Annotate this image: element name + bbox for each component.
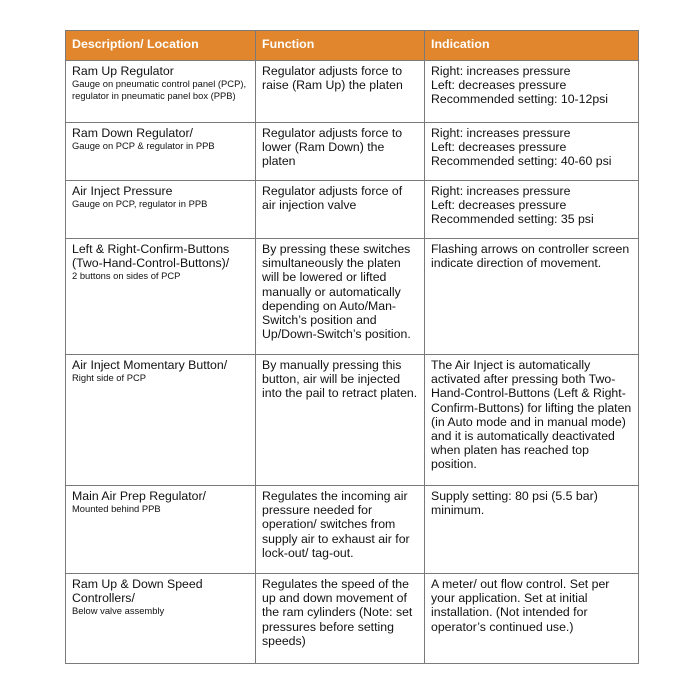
function-text: By pressing these switches simultaneously the platen will be lowered or lifted manually or automatically depending on Auto/Man-Switch’s position and Up/Down-Switch’s position. bbox=[262, 242, 411, 342]
header-function: Function bbox=[256, 31, 425, 61]
indication-line: Recommended setting: 40-60 psi bbox=[431, 154, 612, 169]
indication-cell bbox=[425, 239, 639, 355]
function-text: Regulates the incoming air pressure needed for operation/ switches from supply air to exhaust air for lock-out/ tag-out. bbox=[262, 489, 410, 560]
header-row bbox=[66, 31, 639, 61]
indication-line: Flashing arrows on controller screen indicate direction of movement. bbox=[431, 242, 630, 271]
location-note: Right side of PCP bbox=[72, 372, 146, 384]
location-note: Mounted behind PPB bbox=[72, 503, 161, 515]
indication-cell bbox=[425, 574, 639, 664]
function-text: Regulator adjusts force of air injection valve bbox=[262, 184, 403, 213]
indication-line: Right: increases pressure bbox=[431, 64, 571, 78]
function-text: By manually pressing this button, air will be injected into the pail to retract platen. bbox=[262, 358, 418, 401]
indication-line: The Air Inject is automatically activated after pressing both Two-Hand-Control-Buttons (Left & Right-Confirm-Buttons) for lifting the platen (in Auto mode and in manual mode) and it is automatically deactivated when platen has reached top position. bbox=[431, 358, 632, 472]
description-cell bbox=[66, 61, 256, 123]
function-cell bbox=[256, 486, 425, 574]
function-text: Regulator adjusts force to lower (Ram Down) the platen bbox=[262, 126, 403, 169]
location-note: 2 buttons on sides of PCP bbox=[72, 270, 181, 282]
description-title: Air Inject Pressure bbox=[72, 184, 173, 198]
description-title: Ram Up Regulator bbox=[72, 64, 174, 78]
description-cell bbox=[66, 486, 256, 574]
description-title: Left & Right-Confirm-Buttons (Two-Hand-Control-Buttons)/ bbox=[72, 242, 230, 271]
indication-line: Recommended setting: 10-12psi bbox=[431, 92, 609, 107]
description-cell bbox=[66, 355, 256, 486]
indication-line: Left: decreases pressure bbox=[431, 198, 567, 213]
location-note: Gauge on PCP & regulator in PPB bbox=[72, 140, 215, 152]
indication-cell bbox=[425, 181, 639, 239]
indication-cell bbox=[425, 123, 639, 181]
description-cell bbox=[66, 239, 256, 355]
function-cell bbox=[256, 239, 425, 355]
specification-table bbox=[65, 30, 639, 664]
description-cell bbox=[66, 123, 256, 181]
function-cell bbox=[256, 181, 425, 239]
function-cell bbox=[256, 123, 425, 181]
function-text: Regulates the speed of the up and down movement of the ram cylinders (Note: set pressures before setting speeds) bbox=[262, 577, 413, 648]
header-description: Description/ Location bbox=[66, 31, 256, 61]
table-row bbox=[66, 239, 639, 355]
function-cell bbox=[256, 574, 425, 664]
indication-line: Right: increases pressure bbox=[431, 184, 571, 198]
description-title: Main Air Prep Regulator/ bbox=[72, 489, 206, 503]
table-row bbox=[66, 486, 639, 574]
indication-cell bbox=[425, 486, 639, 574]
indication-line: Right: increases pressure bbox=[431, 126, 571, 140]
table-row bbox=[66, 355, 639, 486]
indication-cell bbox=[425, 61, 639, 123]
header-indication: Indication bbox=[425, 31, 639, 61]
description-title: Ram Up & Down Speed Controllers/ bbox=[72, 577, 203, 606]
function-cell bbox=[256, 61, 425, 123]
table-row bbox=[66, 61, 639, 123]
indication-line: Recommended setting: 35 psi bbox=[431, 212, 594, 227]
indication-line: Left: decreases pressure bbox=[431, 140, 567, 155]
function-cell bbox=[256, 355, 425, 486]
table-row bbox=[66, 181, 639, 239]
table-row bbox=[66, 574, 639, 664]
description-title: Ram Down Regulator/ bbox=[72, 126, 193, 140]
function-text: Regulator adjusts force to raise (Ram Up) the platen bbox=[262, 64, 403, 93]
description-cell bbox=[66, 574, 256, 664]
indication-cell bbox=[425, 355, 639, 486]
location-note: Below valve assembly bbox=[72, 605, 165, 617]
indication-line: Left: decreases pressure bbox=[431, 78, 567, 93]
indication-line: Supply setting: 80 psi (5.5 bar) minimum. bbox=[431, 489, 598, 518]
location-note: Gauge on PCP, regulator in PPB bbox=[72, 198, 208, 210]
description-title: Air Inject Momentary Button/ bbox=[72, 358, 228, 372]
location-note: Gauge on pneumatic control panel (PCP), regulator in pneumatic panel box (PPB) bbox=[72, 78, 247, 101]
description-cell bbox=[66, 181, 256, 239]
table-row bbox=[66, 123, 639, 181]
indication-line: A meter/ out flow control. Set per your application. Set at initial installation. (Not intended for operator’s continued use.) bbox=[431, 577, 610, 634]
